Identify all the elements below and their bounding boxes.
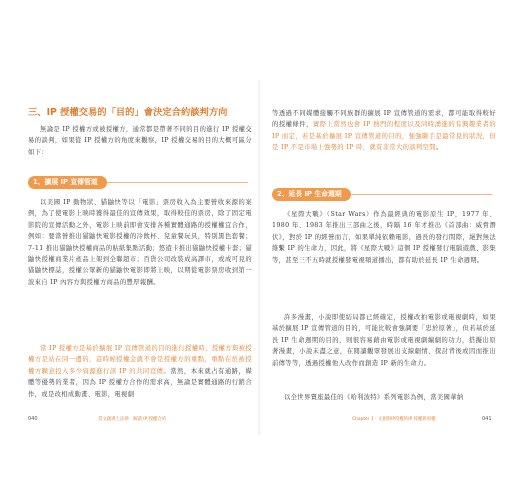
running-head-right: Chapter 1 ‧ 文創與IP授權的IP 授權與原權 (352, 417, 436, 422)
running-head-left: 當文創遇上法律：解讀 IP 授權合約 (98, 417, 167, 422)
section-heading: 三、IP 授權交易的「目的」會決定合約談判方向 (28, 107, 228, 118)
section-pill-2: 2、延長 IP 生命週期 (272, 188, 351, 201)
right-paragraph-4: 以全世界賣座最佳的《哈利波特》系列電影為例，當美國華納 (284, 394, 464, 401)
body-paragraph-2 (28, 343, 252, 400)
page-number-right: 041 (482, 416, 492, 422)
highlighted-text: 實際上當然也會 IP 熱門的程度以及同時湧進的有興趣業者的 IP 而定，若是基於擴展 IP 宣傳管道的目的，強強聯手是最常見的狀況，但是 IP 不是市場上強勢的 IP 時，就有非常大的談判空間 (272, 121, 496, 152)
right-paragraph-2: 《星際大戰》（Star Wars）作為最經典的電影原生 IP，1977 年、1980 年、1983 年推出三部曲之後，時隔 16 年才推出《首部曲：威脅潛伏》，對於 IP 的經營而言，如果單純依賴電影，過長的發行間際，絕對無法維繫 IP 的生命力，因此，將《星際大戰》這個 IP 授權發行電腦遊戲、影集等，甚至三不五時就授權發電視頻道播出，都有助於延長 IP 生命週期。 (272, 211, 496, 264)
intro-paragraph: 無論是 IP 授權方或被授權方，通常都是帶著不同的目的進行 IP 授權交易的談判，如果從 IP 授權方的角度來觀察，IP 授權交易的目的大概可區分如下： (28, 126, 252, 156)
body-paragraph-1: 以美國 IP 動物狀、貓鼬快等以「電影」票房收入為主要營收來源的案例，為了使電影上映時獲得最佳的宣傳效果，取得較佳的票房，除了固定電影院的宣傳活動之外，電影上映前即會安排各種實體通路的授權權宜合作，例如：要當營推出貓鼬快電影授權的冷飲杯、兒童餐玩具，特別黑色套餐；7-11 推出貓鼬快授權商品的貼紙集點活動；悠遊卡推出貓鼬快授權卡套；貓鼬快授權商業片產品上架到全聯超市；百貨公司改裝成高譯市，或成可見的貓鼬快標誌，授權公眾新的貓鼬快電影即將上映，以期從電影票房收到第一波來自 IP 內容方與授權方商品的豐厚報酬。 (28, 199, 252, 286)
book-gutter (258, 80, 262, 435)
right-page (272, 80, 496, 435)
body-paragraph-2-tail: 。當然，本來就占有通路，媒體等優勢的業者，因為 IP 授權方合作的需求高，無論是實體通路的行銷合作，或是改相成動畫、電影，電視劇 (28, 367, 252, 398)
section-pill-1: 1、擴展 IP 宣傳管道 (28, 176, 107, 189)
right-paragraph-1-head: 等透過不同媒體接觸不同族群的擴展 IP 宣傳管道的需求，都可能取得較好的授權條件， (272, 110, 496, 129)
left-page (28, 80, 252, 435)
right-paragraph-1-end: 。 (435, 144, 443, 152)
right-paragraph-1 (272, 108, 496, 154)
right-paragraph-3: 許多漫畫，小說即使結局都已經確定，授權改拍電影或電視劇時，如果基於擴展 IP 宣傳管道的目的，可能比較會強調要「忠於原著」，但若基於延長 IP 生命週期的目的，則很容易藉由電影或電視劇編劇的功力，搭擬出原著漫畫，小說未盡之意，在閱讀觀眾發展出支線劇情，探討背後或因而推出前傳等等，透過授權他人改作而創造 IP 新的生命力。 (272, 314, 496, 367)
page-number-left: 040 (28, 416, 38, 422)
book-spread (18, 80, 502, 435)
highlighted-text: 當 IP 授權方是基於擴展 IP 宣傳管道的目的進行授權時，授權方與被授權方是站在同一邊的，這時候授權金就不會是授權方的重點，重點在於被授權方願意投入多少資源進行該 IP 的共同宣傳 (28, 345, 252, 375)
